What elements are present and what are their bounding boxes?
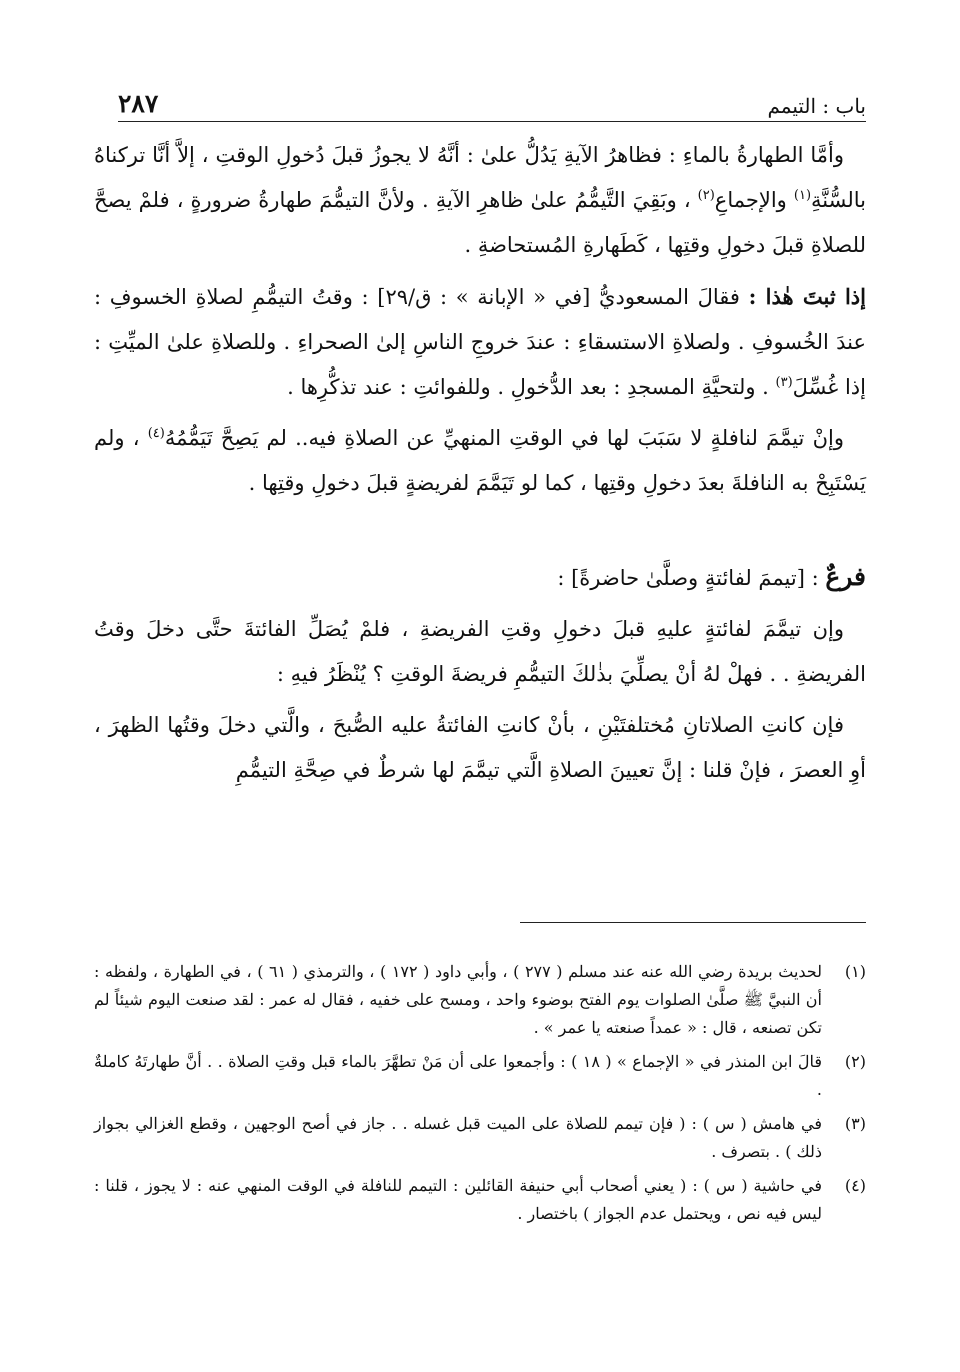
footnote-number: (١) bbox=[844, 962, 866, 981]
footnote bbox=[94, 1172, 866, 1228]
footnote bbox=[94, 958, 866, 1042]
paragraph-1-text: وأمَّا الطهارةُ بالماءِ : فظاهرُ الآيةِ يَدُلُّ علىٰ : أنَّهُ لا يجوزُ قبلَ دُخولِ الوقتِ ، إلاَّ أنَّا تركناهُ بالسُّنَّةِ bbox=[94, 143, 866, 212]
header-divider bbox=[118, 121, 866, 122]
footnote-ref-1: (١) bbox=[793, 188, 812, 203]
footnote-number: (٣) bbox=[844, 1114, 866, 1133]
section-heading-title: : [تيممَ لفائتةٍ وصلَّىٰ حاضرةً] : bbox=[557, 566, 826, 590]
paragraph-3 bbox=[94, 416, 866, 506]
paragraph-2-end: . ولتحيَّةِ المسجدِ : بعد الدُّخولِ . وللفوائتِ : عند تذكُّرِها . bbox=[287, 375, 776, 399]
paragraph-3-end: ، ولم يَسْتَبِحْ به النافلةَ بعدَ دخولِ وقتِها ، كما لو تَيَمَّمَ لفريضةٍ قبلَ دخولِ وقتِها . bbox=[94, 426, 866, 495]
paragraph-1-end: ، وبَقِيَ التَّيمُّمُ علىٰ ظاهرِ الآيةِ . ولأنَّ التيمُّمَ طهارةُ ضرورةٍ ، فلمْ يصحَّ للصلاةِ قبلَ دخولِ وقتِها ، كَطَهارةِ المُستحاضةِ . bbox=[94, 188, 866, 257]
footnote-number: (٢) bbox=[844, 1052, 866, 1071]
main-text bbox=[94, 133, 866, 799]
paragraph-2-lead: إذا ثبتَ هٰذا : bbox=[748, 284, 866, 309]
paragraph-1 bbox=[94, 133, 866, 268]
paragraph-2 bbox=[94, 274, 866, 410]
page-number: ٢٨٧ bbox=[118, 89, 159, 118]
footnote-ref-4: (٤) bbox=[147, 426, 165, 441]
footnote-number: (٤) bbox=[844, 1176, 866, 1195]
footnote-text: في حاشية ( س ) : ( يعني أصحاب أبي حنيفة القائلين : التيمم للنافلة في الوقت المنهي عنه : لا يجوز ، قلنا : ليس فيه نص ، ويحتمل عدم الجواز ) باختصار . bbox=[94, 1176, 822, 1223]
footnote-text: في هامش ( س ) : ( فإن تيمم للصلاة على الميت قبل غسله . . جاز في أصح الوجهين ، وقطع الغزالي بجواز ذلك ) . بتصرف . bbox=[94, 1114, 822, 1161]
footnote-text: لحديث بريدة رضي الله عنه عند مسلم ( ٢٧٧ ) ، وأبي داود ( ١٧٢ ) ، والترمذي ( ٦١ ) ، في الطهارة ، ولفظه : أن النبيَّ ﷺ صلَّىٰ الصلوات يوم الفتح بوضوء واحد ، ومسح على خفيه ، فقال له عمر : لقد صنعت اليوم شيئاً لم تكن تصنعه ، قال : « عمداً صنعته يا عمر » . bbox=[94, 962, 823, 1037]
running-header bbox=[118, 86, 866, 118]
footnote bbox=[94, 1110, 866, 1166]
section-heading-word: فرعٌ bbox=[825, 562, 866, 591]
paragraph-3-text: وإنْ تيمَّمَ لنافلةٍ لا سَبَبَ لها في الوقتِ المنهيِّ عن الصلاةِ فيه.. لم يَصِحَّ تَيَمُّمُهُ bbox=[164, 426, 844, 450]
paragraph-2-text: فقالَ المسعوديُّ [في « الإبانة » : ق/٢٩] : وقتُ التيمُّمِ لصلاةِ الخسوفِ : عندَ الخُسوفِ . ولصلاةِ الاستسقاءِ : عندَ خروجِ الناسِ إلىٰ الصحراءِ . وللصلاةِ علىٰ الميِّتِ : إذا غُسِّلَ bbox=[94, 285, 866, 399]
footnotes bbox=[94, 958, 866, 1234]
footnote bbox=[94, 1048, 866, 1104]
footnote-ref-2: (٢) bbox=[697, 188, 715, 203]
chapter-title: باب : التيمم bbox=[767, 94, 866, 118]
footnote-ref-3: (٣) bbox=[775, 375, 793, 390]
paragraph-4: وإن تيمَّمَ لفائتةٍ عليهِ قبلَ دخولِ وقتِ الفريضةِ ، فلمْ يُصَلِّ الفائتةَ حتَّى دخلَ وقتُ الفريضةِ . . فهلْ لهُ أنْ يصلِّيَ بذٰلكَ التيمُّمِ فريضةَ الوقتِ ؟ يُنْظَرُ فيهِ : bbox=[94, 617, 866, 686]
section-heading bbox=[94, 554, 866, 601]
paragraph-5: فإن كانتِ الصلاتانِ مُختلفتَيْنِ ، بأنْ كانتِ الفائتةُ عليه الصُّبحَ ، والَّتي دخلَ وقتُها الظهرَ ، أوِ العصرَ ، فإنْ قلنا : إنَّ تعيينَ الصلاةِ الَّتي تيمَّمَ لها شرطٌ في صِحَّةِ التيمُّمِ bbox=[94, 713, 866, 782]
footnote-divider bbox=[520, 922, 866, 923]
paragraph-1-mid: والإجماعِ bbox=[714, 188, 794, 212]
footnote-text: قالَ ابن المنذر في « الإجماع » ( ١٨ ) : وأجمعوا على أن مَنْ تطهَّرَ بالماء قبل وقتِ الصلاة . . أنَّ طهارتَهُ كاملةٌ . bbox=[94, 1052, 823, 1099]
